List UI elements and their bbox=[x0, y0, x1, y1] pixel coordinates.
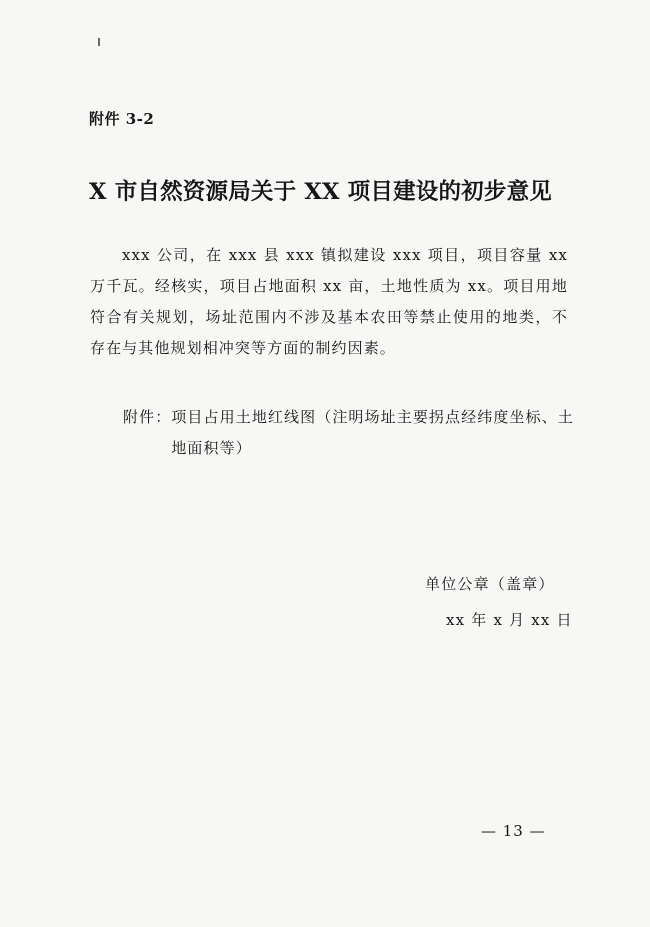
page-number: — 13 — bbox=[481, 822, 546, 840]
attachment-label: 附件 3-2 bbox=[89, 110, 155, 128]
seal-label: 单位公章（盖章） bbox=[425, 575, 555, 593]
attachment-note bbox=[123, 402, 575, 464]
corner-mark bbox=[98, 38, 100, 46]
date-line: xx 年 x 月 xx 日 bbox=[446, 611, 573, 629]
attachment-note-prefix: 附件： bbox=[123, 408, 172, 426]
attachment-note-content: 项目占用土地红线图（注明场址主要拐点经纬度坐标、土地面积等） bbox=[171, 408, 574, 457]
body-paragraph: xxx 公司，在 xxx 县 xxx 镇拟建设 xxx 项目，项目容量 xx 万千瓦。经核实，项目占地面积 xx 亩，土地性质为 xx。项目用地符合有关规划，场址范围内不涉及基本农田等禁止使用的地类，不存在与其他规划相冲突等方面的制约因素。 bbox=[90, 246, 568, 357]
document-title: X 市自然资源局关于 XX 项目建设的初步意见 bbox=[89, 179, 552, 205]
